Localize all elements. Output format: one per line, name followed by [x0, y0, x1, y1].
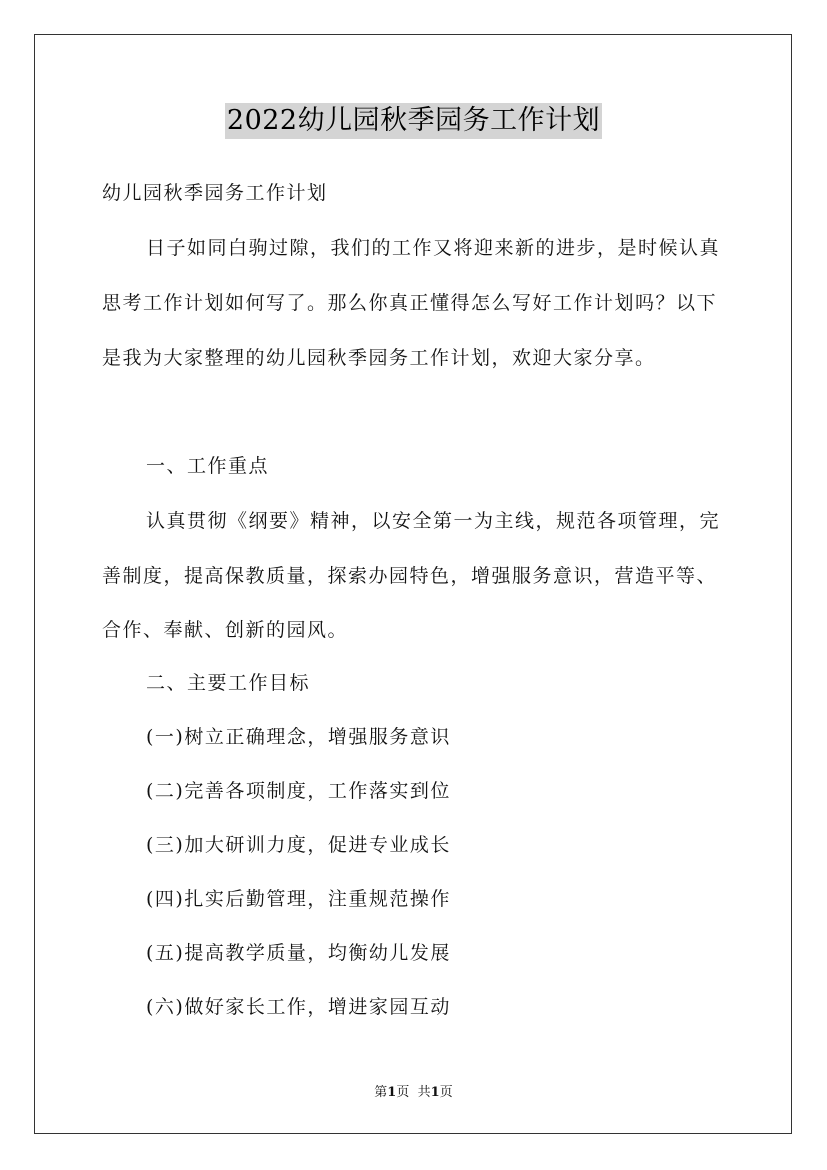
section1-line-1: 认真贯彻《纲要》精神，以安全第一为主线，规范各项管理，完 — [146, 510, 721, 532]
section1-line-3: 合作、奉献、创新的园风。 — [102, 619, 349, 641]
footer-total-suffix: 页 — [439, 1085, 453, 1100]
section1-heading: 一、工作重点 — [146, 455, 270, 477]
goal-item-4: (四)扎实后勤管理，注重规范操作 — [146, 888, 451, 910]
document-title: 2022幼儿园秋季园务工作计划 — [225, 103, 602, 139]
intro-line-1: 日子如同白驹过隙，我们的工作又将迎来新的进步，是时候认真 — [146, 237, 721, 259]
goal-item-2: (二)完善各项制度，工作落实到位 — [146, 780, 451, 802]
goal-item-1: (一)树立正确理念，增强服务意识 — [146, 726, 451, 748]
footer-page-suffix: 页 — [396, 1085, 410, 1100]
footer-page-prefix: 第 — [374, 1085, 388, 1100]
section2-heading: 二、主要工作目标 — [146, 672, 311, 694]
footer-total-number: 1 — [430, 1085, 440, 1100]
intro-line-3: 是我为大家整理的幼儿园秋季园务工作计划，欢迎大家分享。 — [102, 347, 656, 369]
document-subtitle: 幼儿园秋季园务工作计划 — [102, 182, 328, 204]
goal-item-3: (三)加大研训力度，促进专业成长 — [146, 834, 451, 856]
footer-total-prefix: 共 — [417, 1085, 431, 1100]
title-container — [0, 103, 827, 139]
goal-item-5: (五)提高教学质量，均衡幼儿发展 — [146, 942, 451, 964]
footer-page-number: 1 — [387, 1085, 397, 1100]
goal-item-6: (六)做好家长工作，增进家园互动 — [146, 996, 451, 1018]
section1-line-2: 善制度，提高保教质量，探索办园特色，增强服务意识，营造平等、 — [102, 565, 718, 587]
intro-line-2: 思考工作计划如何写了。那么你真正懂得怎么写好工作计划吗？以下 — [102, 292, 718, 314]
page-footer — [0, 1084, 827, 1102]
